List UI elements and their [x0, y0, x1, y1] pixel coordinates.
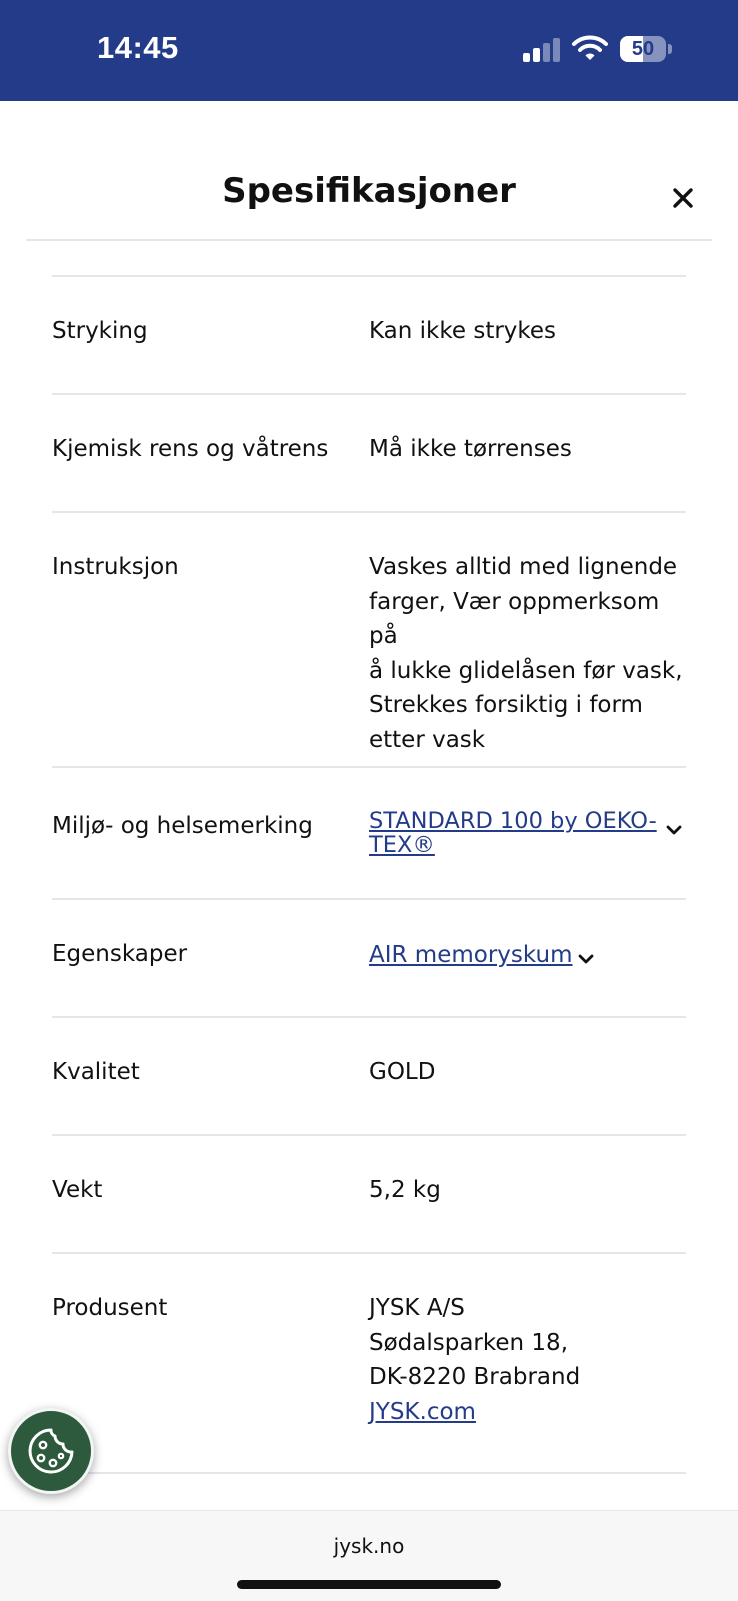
spec-value-line: JYSK A/S	[369, 1295, 465, 1321]
spec-link-line[interactable]: STANDARD 100 by OEKO-	[369, 808, 657, 834]
spec-value-line: farger, Vær oppmerksom på	[369, 588, 660, 649]
browser-bottom-bar	[0, 1510, 738, 1601]
cookie-icon	[25, 1425, 77, 1477]
spec-label: Stryking	[52, 318, 148, 344]
spec-row-miljo-helsemerking	[52, 768, 686, 898]
close-icon	[672, 187, 694, 209]
url-label[interactable]: jysk.no	[333, 1534, 405, 1558]
home-indicator[interactable]	[237, 1580, 501, 1589]
spec-value: Kan ikke strykes	[369, 318, 557, 344]
modal-title: Spesifikasjoner	[222, 171, 516, 211]
air-memoryskum-link[interactable]: AIR memoryskum	[369, 942, 573, 968]
battery-icon	[620, 36, 672, 62]
cookie-settings-button[interactable]	[8, 1408, 94, 1494]
battery-body	[620, 36, 666, 62]
chevron-down-icon[interactable]	[665, 824, 683, 836]
header-divider	[26, 239, 712, 241]
spec-row-produsent	[52, 1254, 686, 1472]
spec-label: Kvalitet	[52, 1059, 140, 1085]
spec-row-stryking	[52, 277, 686, 393]
spec-value-line: Strekkes forsiktig i form	[369, 692, 643, 718]
cellular-signal-icon	[523, 38, 563, 62]
status-bar	[0, 0, 738, 101]
jysk-com-link[interactable]: JYSK.com	[369, 1398, 476, 1425]
modal-header	[0, 101, 738, 241]
spec-label: Egenskaper	[52, 941, 188, 967]
spec-label: Miljø- og helsemerking	[52, 813, 313, 839]
spec-link-line[interactable]: TEX®	[369, 832, 435, 858]
wifi-icon	[572, 34, 608, 62]
spec-value-line: Sødalsparken 18,	[369, 1329, 569, 1356]
spec-value	[369, 938, 573, 973]
spec-label: Produsent	[52, 1295, 168, 1321]
spec-value-line: å lukke glidelåsen før vask,	[369, 657, 683, 684]
oeko-tex-link[interactable]	[369, 809, 689, 857]
chevron-down-icon[interactable]	[577, 953, 595, 965]
spec-label: Instruksjon	[52, 554, 179, 580]
spec-value: GOLD	[369, 1059, 436, 1085]
status-time: 14:45	[97, 30, 179, 65]
spec-value	[369, 1291, 689, 1429]
spec-value: Må ikke tørrenses	[369, 436, 572, 462]
spec-value-line: etter vask	[369, 726, 486, 753]
battery-tip	[668, 44, 672, 54]
battery-percent: 50	[631, 38, 655, 60]
spec-value-line: DK-8220 Brabrand	[369, 1364, 581, 1390]
spec-value: 5,2 kg	[369, 1177, 441, 1203]
spec-label: Kjemisk rens og våtrens	[52, 436, 329, 462]
divider	[52, 1472, 686, 1474]
spec-list	[52, 275, 686, 1474]
spec-label: Vekt	[52, 1177, 103, 1203]
spec-value-line: Vaskes alltid med lignende	[369, 554, 678, 580]
spec-row-vekt	[52, 1136, 686, 1252]
spec-value	[369, 550, 689, 757]
spec-row-instruksjon	[52, 513, 686, 766]
spec-row-kvalitet	[52, 1018, 686, 1134]
spec-row-kjemisk-rens	[52, 395, 686, 511]
spec-row-egenskaper	[52, 900, 686, 1016]
close-button[interactable]	[666, 181, 700, 215]
